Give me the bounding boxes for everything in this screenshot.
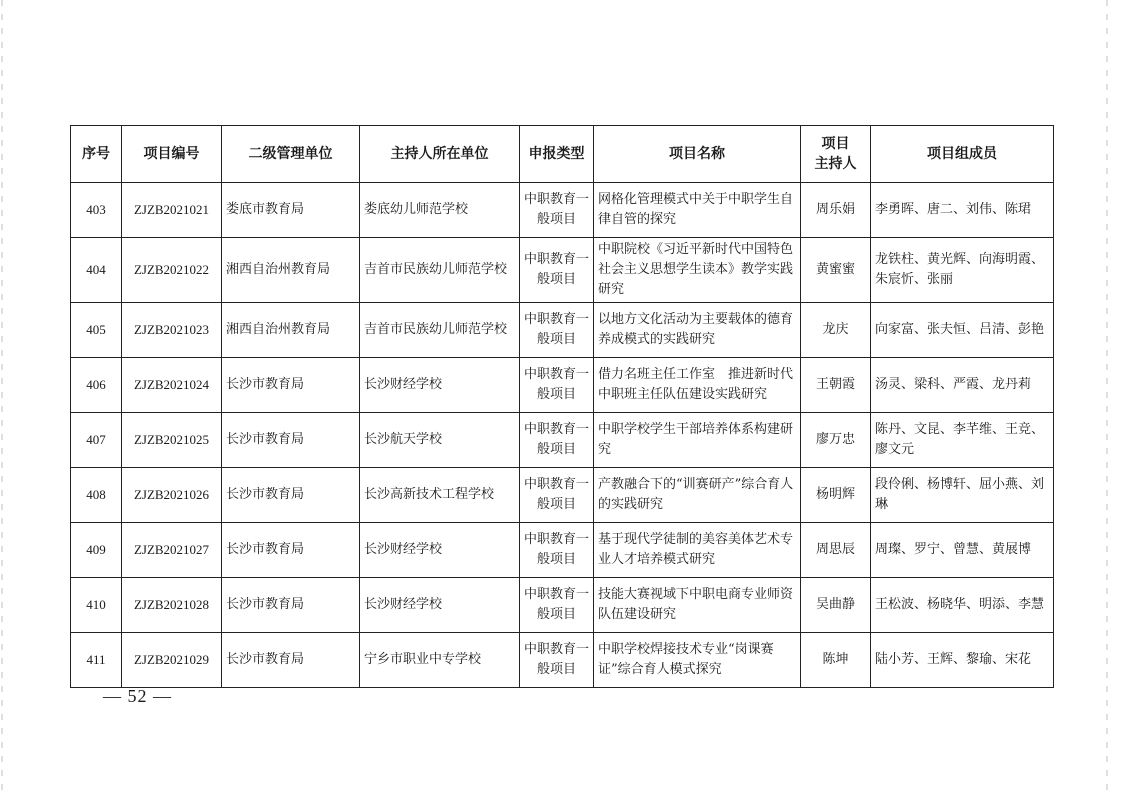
cell-leader: 黄蜜蜜 [801, 238, 871, 303]
cell-num: 405 [71, 303, 122, 358]
cell-leader: 吴曲静 [801, 578, 871, 633]
project-table [70, 125, 1054, 688]
cell-title: 产教融合下的“训赛研产”综合育人的实践研究 [594, 468, 801, 523]
cell-leader: 周思辰 [801, 523, 871, 578]
cell-type: 中职教育一般项目 [520, 303, 594, 358]
cell-code: ZJZB2021028 [122, 578, 222, 633]
cell-unit: 长沙市教育局 [222, 358, 360, 413]
cell-code: ZJZB2021029 [122, 633, 222, 688]
cell-unit: 湘西自治州教育局 [222, 303, 360, 358]
cell-members: 周璨、罗宁、曾慧、黄展博 [871, 523, 1054, 578]
cell-leader: 周乐娟 [801, 183, 871, 238]
header-unit: 二级管理单位 [222, 126, 360, 183]
table-header-row [71, 126, 1054, 183]
cell-title: 网格化管理模式中关于中职学生自律自管的探究 [594, 183, 801, 238]
cell-code: ZJZB2021022 [122, 238, 222, 303]
header-num: 序号 [71, 126, 122, 183]
table-row [71, 468, 1054, 523]
cell-host: 吉首市民族幼儿师范学校 [360, 303, 520, 358]
cell-unit: 湘西自治州教育局 [222, 238, 360, 303]
cell-leader: 龙庆 [801, 303, 871, 358]
cell-num: 404 [71, 238, 122, 303]
cell-host: 娄底幼儿师范学校 [360, 183, 520, 238]
table-row [71, 303, 1054, 358]
cell-host: 宁乡市职业中专学校 [360, 633, 520, 688]
table-row [71, 183, 1054, 238]
table-row [71, 238, 1054, 303]
cell-members: 段伶俐、杨博轩、屈小燕、刘琳 [871, 468, 1054, 523]
cell-type: 中职教育一般项目 [520, 633, 594, 688]
header-code: 项目编号 [122, 126, 222, 183]
table-row [71, 523, 1054, 578]
table-row [71, 578, 1054, 633]
cell-num: 411 [71, 633, 122, 688]
cell-host: 长沙财经学校 [360, 578, 520, 633]
scan-edge-right [1106, 0, 1108, 793]
cell-members: 陆小芳、王辉、黎瑜、宋花 [871, 633, 1054, 688]
header-leader-line1: 项目 [821, 136, 850, 152]
cell-title: 以地方文化活动为主要载体的德育养成模式的实践研究 [594, 303, 801, 358]
cell-title: 借力名班主任工作室 推进新时代中职班主任队伍建设实践研究 [594, 358, 801, 413]
cell-unit: 长沙市教育局 [222, 468, 360, 523]
cell-unit: 长沙市教育局 [222, 578, 360, 633]
cell-host: 长沙财经学校 [360, 523, 520, 578]
cell-host: 长沙财经学校 [360, 358, 520, 413]
cell-title: 技能大赛视域下中职电商专业师资队伍建设研究 [594, 578, 801, 633]
header-type: 申报类型 [520, 126, 594, 183]
cell-code: ZJZB2021027 [122, 523, 222, 578]
cell-host: 长沙航天学校 [360, 413, 520, 468]
cell-members: 李勇晖、唐二、刘伟、陈珺 [871, 183, 1054, 238]
table-row [71, 633, 1054, 688]
cell-title: 中职学校焊接技术专业“岗课赛证”综合育人模式探究 [594, 633, 801, 688]
cell-title: 中职学校学生干部培养体系构建研究 [594, 413, 801, 468]
cell-leader: 杨明辉 [801, 468, 871, 523]
cell-title: 中职院校《习近平新时代中国特色社会主义思想学生读本》教学实践研究 [594, 238, 801, 303]
header-host: 主持人所在单位 [360, 126, 520, 183]
page-number: — 52 — [103, 686, 172, 706]
cell-type: 中职教育一般项目 [520, 523, 594, 578]
cell-unit: 长沙市教育局 [222, 413, 360, 468]
header-title: 项目名称 [594, 126, 801, 183]
scan-edge-left [1, 0, 3, 793]
table-row [71, 358, 1054, 413]
cell-leader: 王朝霞 [801, 358, 871, 413]
cell-members: 王松波、杨晓华、明添、李慧 [871, 578, 1054, 633]
cell-code: ZJZB2021024 [122, 358, 222, 413]
cell-num: 408 [71, 468, 122, 523]
cell-members: 龙铁柱、黄光辉、向海明霞、朱宸忻、张丽 [871, 238, 1054, 303]
cell-code: ZJZB2021026 [122, 468, 222, 523]
cell-type: 中职教育一般项目 [520, 358, 594, 413]
cell-unit: 娄底市教育局 [222, 183, 360, 238]
cell-members: 陈丹、文昆、李芊维、王竞、廖文元 [871, 413, 1054, 468]
cell-unit: 长沙市教育局 [222, 633, 360, 688]
cell-type: 中职教育一般项目 [520, 413, 594, 468]
cell-title: 基于现代学徒制的美容美体艺术专业人才培养模式研究 [594, 523, 801, 578]
header-members: 项目组成员 [871, 126, 1054, 183]
cell-members: 汤灵、梁科、严霞、龙丹莉 [871, 358, 1054, 413]
cell-host: 吉首市民族幼儿师范学校 [360, 238, 520, 303]
header-leader [801, 126, 871, 183]
cell-code: ZJZB2021021 [122, 183, 222, 238]
cell-num: 406 [71, 358, 122, 413]
table-row [71, 413, 1054, 468]
cell-type: 中职教育一般项目 [520, 468, 594, 523]
cell-code: ZJZB2021025 [122, 413, 222, 468]
cell-num: 407 [71, 413, 122, 468]
cell-num: 409 [71, 523, 122, 578]
cell-type: 中职教育一般项目 [520, 578, 594, 633]
cell-unit: 长沙市教育局 [222, 523, 360, 578]
header-leader-line2: 主持人 [814, 156, 857, 172]
cell-host: 长沙高新技术工程学校 [360, 468, 520, 523]
cell-type: 中职教育一般项目 [520, 238, 594, 303]
cell-type: 中职教育一般项目 [520, 183, 594, 238]
cell-num: 410 [71, 578, 122, 633]
cell-leader: 陈坤 [801, 633, 871, 688]
cell-leader: 廖万忠 [801, 413, 871, 468]
cell-code: ZJZB2021023 [122, 303, 222, 358]
cell-members: 向家富、张夫恒、吕清、彭艳 [871, 303, 1054, 358]
cell-num: 403 [71, 183, 122, 238]
